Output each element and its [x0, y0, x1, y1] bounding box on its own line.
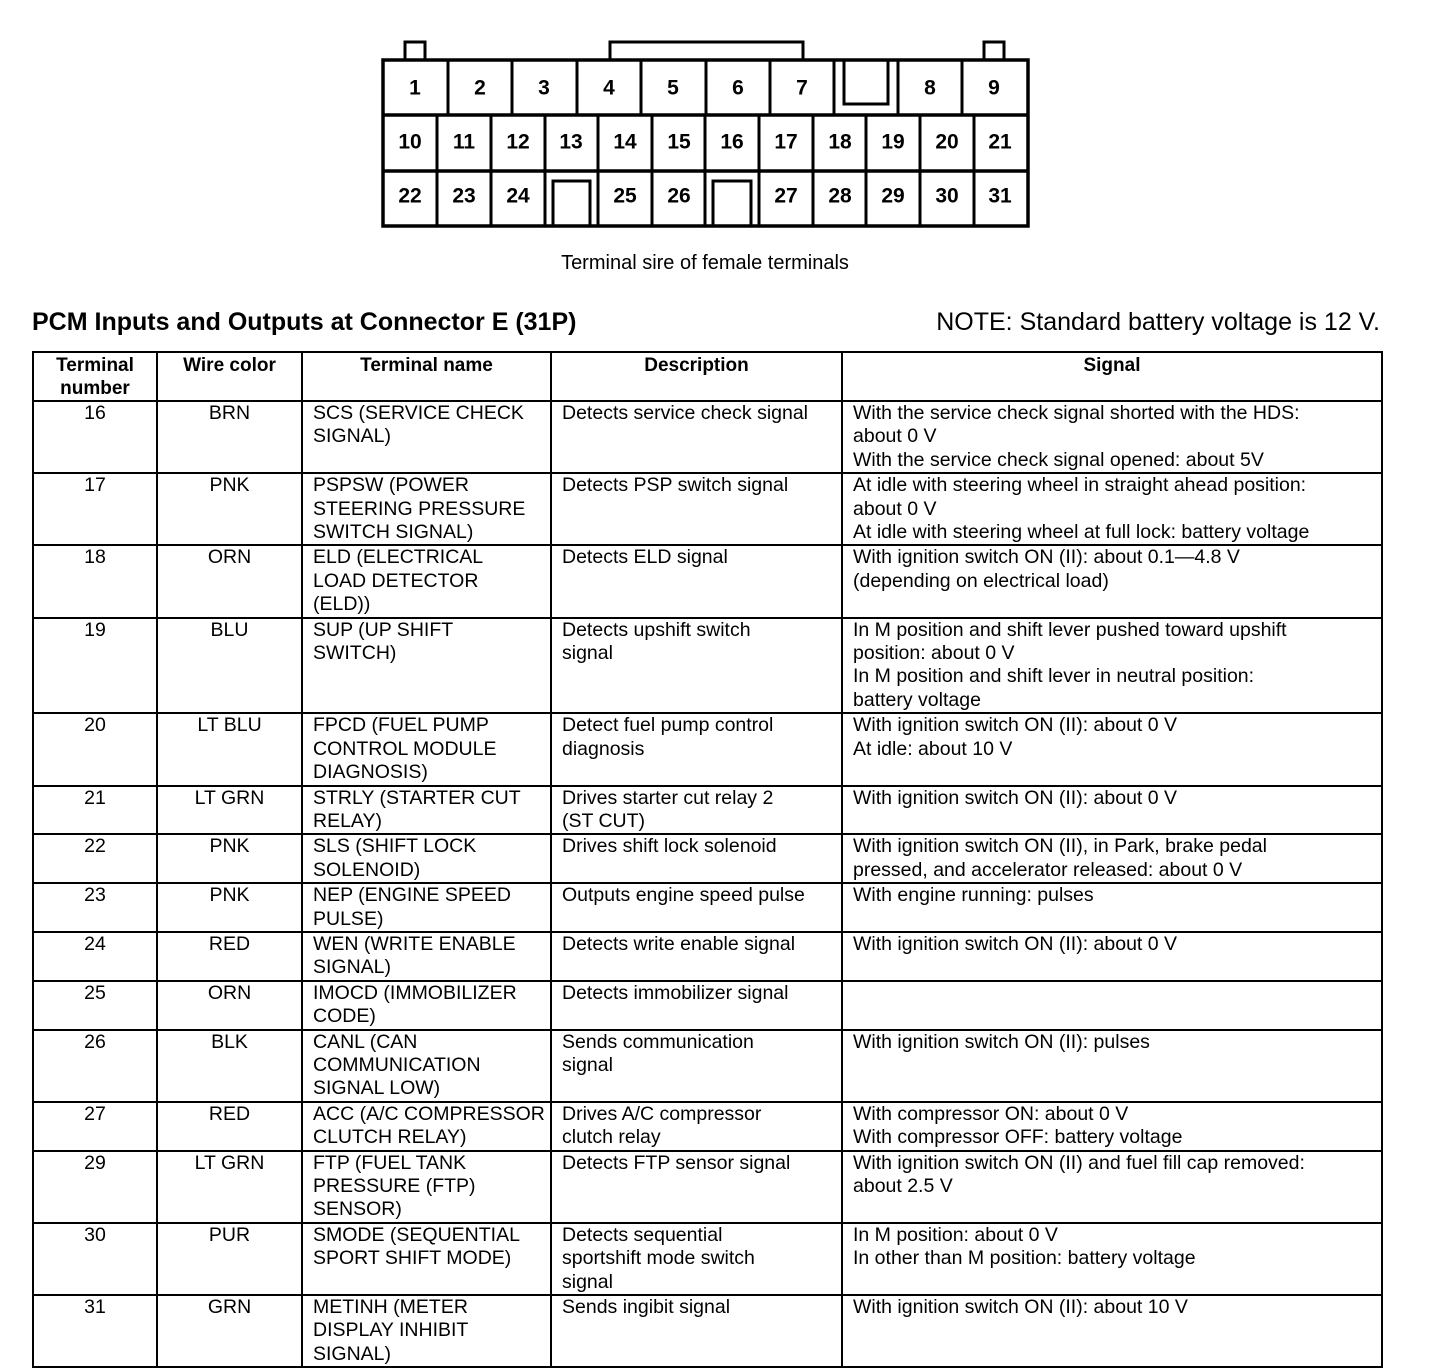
- pin-label: 27: [774, 184, 798, 208]
- cell-signal: In M position and shift lever pushed toward upshift position: about 0 V In M position and shift lever in neutral position: battery voltage: [842, 618, 1382, 714]
- cell-signal: In M position: about 0 V In other than M position: battery voltage: [842, 1223, 1382, 1295]
- cell-signal: With ignition switch ON (II): about 0 V: [842, 932, 1382, 981]
- pin-label: 23: [452, 184, 476, 208]
- pin-label: 29: [881, 184, 905, 208]
- cell-signal: With ignition switch ON (II): about 0.1—4.8 V (depending on electrical load): [842, 545, 1382, 617]
- cell-signal: With ignition switch ON (II) and fuel fill cap removed: about 2.5 V: [842, 1151, 1382, 1223]
- cell-terminal-number: 17: [33, 473, 157, 545]
- cell-terminal-name: SLS (SHIFT LOCK SOLENOID): [302, 834, 551, 883]
- pin-label: 17: [774, 130, 798, 154]
- cell-description: Detects PSP switch signal: [551, 473, 842, 545]
- cell-description: Drives A/C compressor clutch relay: [551, 1102, 842, 1151]
- table-row: [33, 834, 1382, 883]
- cell-terminal-number: 20: [33, 713, 157, 785]
- cell-terminal-name: NEP (ENGINE SPEED PULSE): [302, 883, 551, 932]
- cell-signal: With the service check signal shorted with the HDS: about 0 V With the service check signal opened: about 5V: [842, 401, 1382, 473]
- cell-wire-color: PUR: [157, 1223, 302, 1295]
- cell-description: Detect fuel pump control diagnosis: [551, 713, 842, 785]
- cell-description: Sends communication signal: [551, 1030, 842, 1102]
- pin-label: 19: [881, 130, 905, 154]
- pin-label: 5: [667, 76, 679, 100]
- cell-terminal-number: 22: [33, 834, 157, 883]
- cell-terminal-number: 19: [33, 618, 157, 714]
- cell-terminal-name: WEN (WRITE ENABLE SIGNAL): [302, 932, 551, 981]
- cell-wire-color: PNK: [157, 883, 302, 932]
- pin-label: 4: [603, 76, 615, 100]
- top-latch: [610, 42, 803, 60]
- pin-label: 13: [559, 130, 583, 154]
- pin-label: 28: [828, 184, 852, 208]
- cell-description: Detects immobilizer signal: [551, 981, 842, 1030]
- cell-description: Detects service check signal: [551, 401, 842, 473]
- cell-terminal-name: PSPSW (POWER STEERING PRESSURE SWITCH SIGNAL): [302, 473, 551, 545]
- pin-label: 31: [988, 184, 1012, 208]
- table-row: [33, 786, 1382, 835]
- cell-wire-color: LT BLU: [157, 713, 302, 785]
- connector-diagram: [0, 0, 1440, 240]
- pin-label: 15: [667, 130, 691, 154]
- table-row: [33, 1102, 1382, 1151]
- cell-terminal-name: ACC (A/C COMPRESSOR CLUTCH RELAY): [302, 1102, 551, 1151]
- cell-wire-color: RED: [157, 932, 302, 981]
- cell-description: Detects FTP sensor signal: [551, 1151, 842, 1223]
- table-row: [33, 713, 1382, 785]
- table-row: [33, 473, 1382, 545]
- header-signal: Signal: [842, 352, 1382, 401]
- pin-label: 8: [924, 76, 936, 100]
- cell-terminal-name: SUP (UP SHIFT SWITCH): [302, 618, 551, 714]
- table-row: [33, 1151, 1382, 1223]
- cell-terminal-number: 31: [33, 1295, 157, 1367]
- cell-terminal-number: 23: [33, 883, 157, 932]
- pin-label: 14: [613, 130, 637, 154]
- header-description: Description: [551, 352, 842, 401]
- cell-description: Outputs engine speed pulse: [551, 883, 842, 932]
- cell-signal: With ignition switch ON (II): about 10 V: [842, 1295, 1382, 1367]
- cell-signal: [842, 981, 1382, 1030]
- pin-label: 7: [796, 76, 808, 100]
- cell-terminal-name: FPCD (FUEL PUMP CONTROL MODULE DIAGNOSIS): [302, 713, 551, 785]
- pin-label: 22: [398, 184, 422, 208]
- cell-wire-color: GRN: [157, 1295, 302, 1367]
- cell-signal: At idle with steering wheel in straight ahead position: about 0 V At idle with steering wheel at full lock: battery voltage: [842, 473, 1382, 545]
- cell-terminal-number: 27: [33, 1102, 157, 1151]
- table-row: [33, 401, 1382, 473]
- cell-terminal-number: 21: [33, 786, 157, 835]
- table-row: [33, 1030, 1382, 1102]
- cell-signal: With compressor ON: about 0 V With compressor OFF: battery voltage: [842, 1102, 1382, 1151]
- pin-label: 26: [667, 184, 691, 208]
- table-row: [33, 981, 1382, 1030]
- cell-signal: With ignition switch ON (II): pulses: [842, 1030, 1382, 1102]
- cell-description: Drives starter cut relay 2 (ST CUT): [551, 786, 842, 835]
- pin-label: 30: [935, 184, 959, 208]
- cell-terminal-name: SCS (SERVICE CHECK SIGNAL): [302, 401, 551, 473]
- cell-terminal-name: CANL (CAN COMMUNICATION SIGNAL LOW): [302, 1030, 551, 1102]
- table-row: [33, 1295, 1382, 1367]
- cell-description: Detects upshift switch signal: [551, 618, 842, 714]
- cell-wire-color: BRN: [157, 401, 302, 473]
- cell-terminal-number: 26: [33, 1030, 157, 1102]
- pin-label: 21: [988, 130, 1012, 154]
- cell-terminal-number: 25: [33, 981, 157, 1030]
- table-row: [33, 932, 1382, 981]
- cell-terminal-number: 18: [33, 545, 157, 617]
- cell-wire-color: ORN: [157, 981, 302, 1030]
- cell-wire-color: PNK: [157, 473, 302, 545]
- pin-label: 12: [506, 130, 530, 154]
- header-wire-color: Wire color: [157, 352, 302, 401]
- pin-label: 9: [988, 76, 1000, 100]
- pin-label: 18: [828, 130, 852, 154]
- pin-label: 1: [409, 76, 421, 100]
- cell-wire-color: ORN: [157, 545, 302, 617]
- section-heading: PCM Inputs and Outputs at Connector E (31P): [32, 308, 577, 336]
- cell-terminal-number: 29: [33, 1151, 157, 1223]
- cell-terminal-name: STRLY (STARTER CUT RELAY): [302, 786, 551, 835]
- header-terminal-number: Terminal number: [33, 352, 157, 401]
- cell-description: Detects sequential sportshift mode switch signal: [551, 1223, 842, 1295]
- cell-terminal-name: FTP (FUEL TANK PRESSURE (FTP) SENSOR): [302, 1151, 551, 1223]
- header-terminal-name: Terminal name: [302, 352, 551, 401]
- cell-wire-color: LT GRN: [157, 1151, 302, 1223]
- right-key-tab: [984, 42, 1004, 60]
- cell-terminal-name: IMOCD (IMMOBILIZER CODE): [302, 981, 551, 1030]
- table-row: [33, 545, 1382, 617]
- pcm-io-table: [32, 351, 1383, 1368]
- table-row: [33, 618, 1382, 714]
- table-row: [33, 1223, 1382, 1295]
- cell-wire-color: LT GRN: [157, 786, 302, 835]
- cell-terminal-number: 16: [33, 401, 157, 473]
- cell-signal: With engine running: pulses: [842, 883, 1382, 932]
- cell-signal: With ignition switch ON (II), in Park, brake pedal pressed, and accelerator released: about 0 V: [842, 834, 1382, 883]
- pin-label: 2: [474, 76, 486, 100]
- cell-terminal-name: METINH (METER DISPLAY INHIBIT SIGNAL): [302, 1295, 551, 1367]
- cell-terminal-number: 30: [33, 1223, 157, 1295]
- left-key-tab: [405, 42, 425, 60]
- cell-terminal-number: 24: [33, 932, 157, 981]
- cell-wire-color: PNK: [157, 834, 302, 883]
- pin-label: 16: [720, 130, 744, 154]
- cell-description: Drives shift lock solenoid: [551, 834, 842, 883]
- cell-wire-color: BLU: [157, 618, 302, 714]
- connector-caption: Terminal sire of female terminals: [561, 252, 849, 274]
- pin-label: 24: [506, 184, 530, 208]
- pin-label: 6: [732, 76, 744, 100]
- cell-wire-color: BLK: [157, 1030, 302, 1102]
- voltage-note: NOTE: Standard battery voltage is 12 V.: [936, 308, 1380, 336]
- cell-signal: With ignition switch ON (II): about 0 V At idle: about 10 V: [842, 713, 1382, 785]
- pin-label: 3: [538, 76, 550, 100]
- cell-terminal-name: ELD (ELECTRICAL LOAD DETECTOR (ELD)): [302, 545, 551, 617]
- pin-label: 10: [398, 130, 422, 154]
- table-header-row: [33, 352, 1382, 401]
- pin-label: 25: [613, 184, 637, 208]
- table-row: [33, 883, 1382, 932]
- pin-label: 11: [452, 130, 476, 154]
- cell-description: Sends ingibit signal: [551, 1295, 842, 1367]
- cell-terminal-name: SMODE (SEQUENTIAL SPORT SHIFT MODE): [302, 1223, 551, 1295]
- cell-description: Detects write enable signal: [551, 932, 842, 981]
- pin-label: 20: [935, 130, 959, 154]
- cell-wire-color: RED: [157, 1102, 302, 1151]
- cell-signal: With ignition switch ON (II): about 0 V: [842, 786, 1382, 835]
- cell-description: Detects ELD signal: [551, 545, 842, 617]
